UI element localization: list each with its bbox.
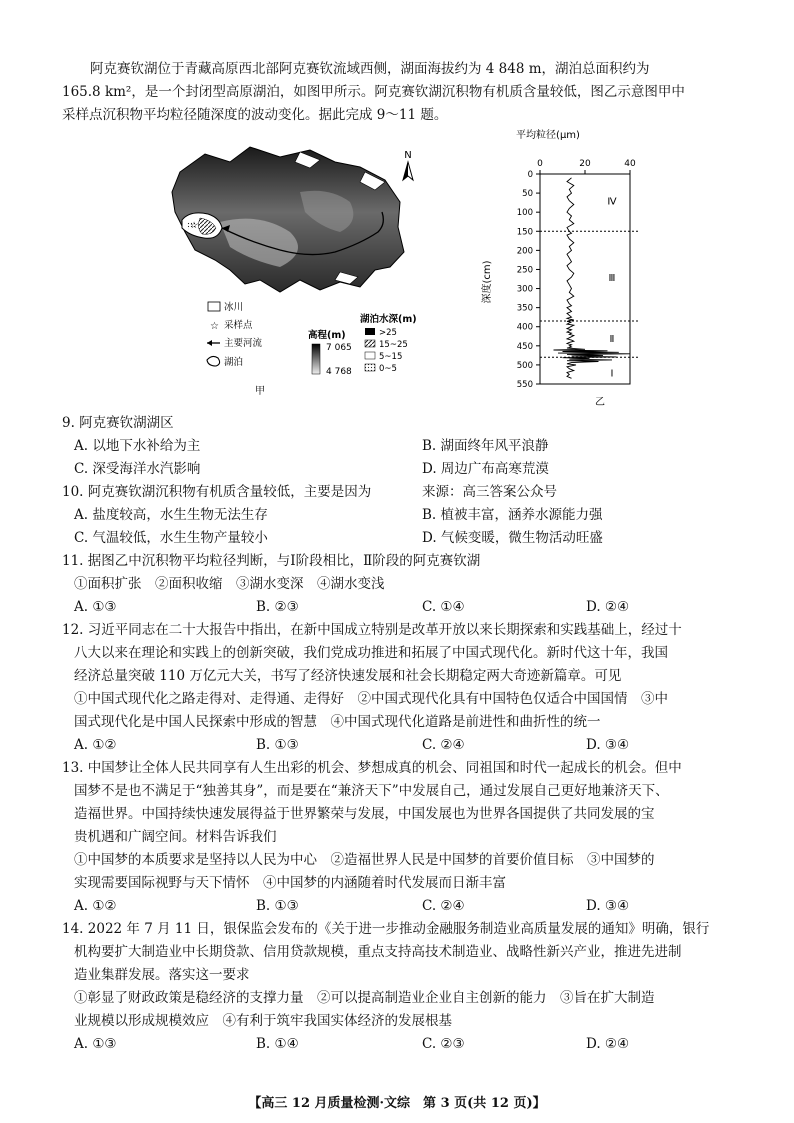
stage-label: Ⅰ <box>610 368 614 380</box>
chart-title: 平均粒径(μm) <box>516 130 580 141</box>
q11-stem: 11. 据图乙中沉积物平均粒径判断，与Ⅰ阶段相比，Ⅱ阶段的阿克赛钦湖 <box>62 553 481 569</box>
q14-option-d[interactable]: D. ②④ <box>586 1036 630 1052</box>
legend-glacier <box>208 301 243 313</box>
svg-text:湖泊: 湖泊 <box>224 357 244 368</box>
map-caption: 甲 <box>255 386 265 397</box>
y-tick-label: 250 <box>516 265 533 276</box>
q12-option-d[interactable]: D. ③④ <box>586 737 630 753</box>
q14-option-c[interactable]: C. ②③ <box>422 1036 465 1052</box>
q13-line-1: 13. 中国梦让全体人民共同享有人生出彩的机会、梦想成真的机会、同祖国和时代一起成长的机会。但中 <box>62 760 682 776</box>
q12-line-3: 经济总量突破 110 万亿元大关，书写了经济快速发展和社会长期稳定两大奇迹新篇章。可见 <box>74 668 622 684</box>
q10-stem: 10. 阿克赛钦湖沉积物有机质含量较低，主要是因为 <box>62 484 372 500</box>
page-footer: 【高三 12 月质量检测·文综 第 3 页(共 12 页)】 <box>248 1096 546 1111</box>
y-tick-label: 0 <box>527 170 533 180</box>
stage-label: Ⅲ <box>608 273 616 285</box>
y-tick-label: 100 <box>516 208 533 219</box>
elevation-legend <box>308 329 352 377</box>
svg-text:5~15: 5~15 <box>379 352 403 362</box>
y-axis-label: 深度(cm) <box>482 260 493 304</box>
svg-text:☆: ☆ <box>210 321 219 332</box>
q9-option-b[interactable]: B. 湖面终年风平浪静 <box>422 438 549 454</box>
q13-line-4: 贵机遇和广阔空间。材料告诉我们 <box>74 829 277 845</box>
q13-line-3: 造福世界。中国持续快速发展得益于世界繁荣与发展，中国发展也为世界各国提供了共同发展的宝 <box>74 806 655 822</box>
q12-option-b[interactable]: B. ①③ <box>256 737 299 753</box>
y-tick-label: 350 <box>516 303 533 314</box>
q9-option-c[interactable]: C. 深受海洋水汽影响 <box>74 461 201 477</box>
q13-line-5: ①中国梦的本质要求是坚持以人民为中心 ②造福世界人民是中国梦的首要价值目标 ③中国梦的 <box>74 852 655 868</box>
q10-source: 来源：高三答案公众号 <box>422 484 557 500</box>
q12-line-2: 八大以来在理论和实践上的创新突破，我们党成功推进和拓展了中国式现代化。新时代这十年，我国 <box>74 645 668 661</box>
q12-option-a[interactable]: A. ①② <box>74 737 117 753</box>
svg-text:0~5: 0~5 <box>379 364 397 374</box>
intro-line-2: 165.8 km²，是一个封闭型高原湖泊，如图甲所示。阿克赛钦湖沉积物有机质含量较低，图乙示意图甲中 <box>62 84 685 100</box>
q14-line-5: 业规模以形成规模效应 ④有利于筑牢我国实体经济的发展根基 <box>74 1013 452 1029</box>
lake-depth-legend <box>359 313 417 374</box>
y-tick-label: 450 <box>516 341 533 352</box>
grain-size-series-line <box>554 178 631 378</box>
q10-option-a[interactable]: A. 盐度较高，水生生物无法生存 <box>74 507 268 523</box>
q9-option-d[interactable]: D. 周边广布高寒荒漠 <box>422 461 549 477</box>
q10-option-d[interactable]: D. 气候变暖，微生物活动旺盛 <box>422 530 603 546</box>
intro-line-1: 阿克赛钦湖位于青藏高原西北部阿克赛钦流域西侧，湖面海拔约为 4 848 m，湖泊总面积约为 <box>90 61 650 77</box>
legend-sample <box>210 319 253 332</box>
q13-option-c[interactable]: C. ②④ <box>422 898 465 914</box>
svg-text:15~25: 15~25 <box>379 340 408 350</box>
q10-option-c[interactable]: C. 气温较低，水生生物产量较小 <box>74 530 268 546</box>
q11-option-c[interactable]: C. ①④ <box>422 599 465 615</box>
stage-label: Ⅱ <box>609 334 615 346</box>
q14-line-3: 造业集群发展。落实这一要求 <box>74 967 250 983</box>
chart-caption: 乙 <box>595 397 605 408</box>
svg-text:N: N <box>404 150 412 161</box>
q9-option-a[interactable]: A. 以地下水补给为主 <box>74 438 201 454</box>
legend-lake <box>207 356 243 368</box>
stage-label: Ⅳ <box>607 196 617 208</box>
legend-river <box>207 337 263 349</box>
q13-option-b[interactable]: B. ①③ <box>256 898 299 914</box>
y-tick-label: 50 <box>522 189 533 200</box>
svg-text:湖泊水深(m): 湖泊水深(m) <box>360 314 417 325</box>
q11-items: ①面积扩张 ②面积收缩 ③湖水变深 ④湖水变浅 <box>74 576 385 592</box>
y-tick-label: 300 <box>516 284 533 295</box>
q10-option-b[interactable]: B. 植被丰富，涵养水源能力强 <box>422 507 603 523</box>
svg-text:>25: >25 <box>379 328 397 338</box>
q13-option-d[interactable]: D. ③④ <box>586 898 630 914</box>
grain-size-chart <box>470 122 640 412</box>
svg-text:7 065: 7 065 <box>326 343 352 353</box>
q12-line-1: 12. 习近平同志在二十大报告中指出，在新中国成立特别是改革开放以来长期探索和实践基础上，经过十 <box>62 622 682 638</box>
x-tick-label: 20 <box>579 159 591 169</box>
x-tick-label: 0 <box>537 159 543 169</box>
q13-line-2: 国梦不是也不满足于“独善其身”，而是要在“兼济天下”中发展自己，通过发展自己更好地兼济天下、 <box>74 783 669 799</box>
y-tick-label: 550 <box>516 380 533 390</box>
y-tick-label: 400 <box>516 322 533 333</box>
q14-line-4: ①彰显了财政政策是稳经济的支撑力量 ②可以提高制造业企业自主创新的能力 ③旨在扩大制造 <box>74 990 655 1006</box>
q13-option-a[interactable]: A. ①② <box>74 898 117 914</box>
svg-text:冰川: 冰川 <box>224 302 244 313</box>
svg-text:4 768: 4 768 <box>326 367 352 377</box>
svg-text:高程(m): 高程(m) <box>308 330 346 341</box>
north-arrow-icon <box>403 150 413 180</box>
x-tick-label: 40 <box>624 159 636 169</box>
y-tick-label: 200 <box>516 246 533 257</box>
q14-option-b[interactable]: B. ①④ <box>256 1036 299 1052</box>
q11-option-b[interactable]: B. ②③ <box>256 599 299 615</box>
y-tick-label: 150 <box>516 227 533 238</box>
svg-text:主要河流: 主要河流 <box>224 338 263 349</box>
q13-line-6: 实现需要国际视野与天下情怀 ④中国梦的内涵随着时代发展而日渐丰富 <box>74 875 506 891</box>
q12-option-c[interactable]: C. ②④ <box>422 737 465 753</box>
q11-option-a[interactable]: A. ①③ <box>74 599 117 615</box>
map-figure <box>160 132 460 402</box>
q14-line-2: 机构要扩大制造业中长期贷款、信用贷款规模，重点支持高技术制造业、战略性新兴产业，推进先进制 <box>74 944 682 960</box>
q11-option-d[interactable]: D. ②④ <box>586 599 630 615</box>
q12-line-5: 国式现代化是中国人民探索中形成的智慧 ④中国式现代化道路是前进性和曲折性的统一 <box>74 714 601 730</box>
q12-line-4: ①中国式现代化之路走得对、走得通、走得好 ②中国式现代化具有中国特色仅适合中国国情 ③中 <box>74 691 668 707</box>
svg-text:采样点: 采样点 <box>224 320 253 331</box>
intro-line-3: 采样点沉积物平均粒径随深度的波动变化。据此完成 9～11 题。 <box>62 107 448 123</box>
q9-stem: 9. 阿克赛钦湖湖区 <box>62 415 174 431</box>
q14-line-1: 14. 2022 年 7 月 11 日，银保监会发布的《关于进一步推动金融服务制造业高质量发展的通知》明确，银行 <box>62 921 710 937</box>
y-tick-label: 500 <box>516 360 533 371</box>
sample-point-icon: ☆ <box>190 221 199 231</box>
q14-option-a[interactable]: A. ①③ <box>74 1036 117 1052</box>
